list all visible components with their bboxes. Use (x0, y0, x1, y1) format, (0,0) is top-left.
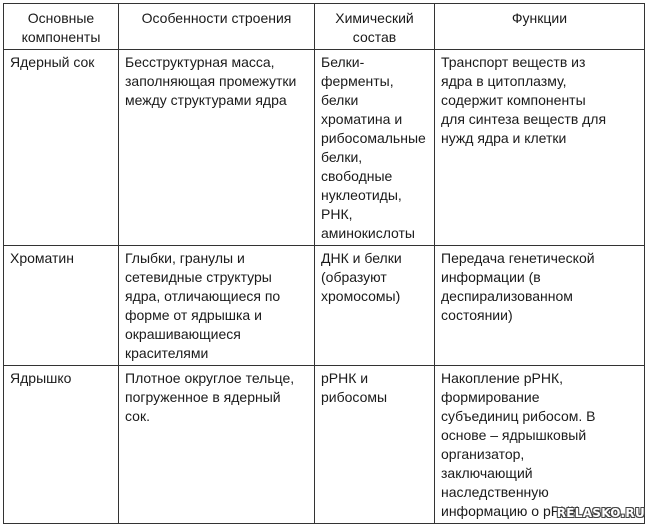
cell-composition: ДНК и белки (образуют хромосомы) (315, 246, 435, 366)
header-row (4, 4, 645, 50)
cell-functions: Транспорт веществ из ядра в цитоплазму, содержит компоненты для синтеза веществ для нужд ядра и клетки (435, 50, 645, 246)
header-components: Основные компоненты (4, 4, 119, 50)
cell-composition: Белки- ферменты, белки хроматина и рибосомальные белки, свободные нуклеотиды, РНК, аминокислоты (315, 50, 435, 246)
nucleus-components-table (3, 3, 645, 524)
cell-component: Ядрышко (4, 366, 119, 524)
table-body (4, 50, 645, 524)
table-row (4, 366, 645, 524)
cell-component: Ядерный сок (4, 50, 119, 246)
table-row (4, 246, 645, 366)
cell-structure: Бесструктурная масса, заполняющая промежутки между структурами ядра (119, 50, 315, 246)
cell-functions: Передача генетической информации (в деспирализованном состоянии) (435, 246, 645, 366)
cell-structure: Глыбки, гранулы и сетевидные структуры ядра, отличающиеся по форме от ядрышка и окрашивающиеся красителями (119, 246, 315, 366)
table-header (4, 4, 645, 50)
table-row (4, 50, 645, 246)
header-functions: Функции (435, 4, 645, 50)
header-composition: Химический состав (315, 4, 435, 50)
cell-structure: Плотное округлое тельце, погруженное в ядерный сок. (119, 366, 315, 524)
site-watermark: RELASKO.RU (556, 506, 645, 520)
cell-component: Хроматин (4, 246, 119, 366)
cell-composition: рРНК и рибосомы (315, 366, 435, 524)
cell-functions: Накопление рРНК, формирование субъединиц рибосом. В основе – ядрышковый организатор, заключающий наследственную информацию о рРНК (435, 366, 645, 524)
header-structure: Особенности строения (119, 4, 315, 50)
